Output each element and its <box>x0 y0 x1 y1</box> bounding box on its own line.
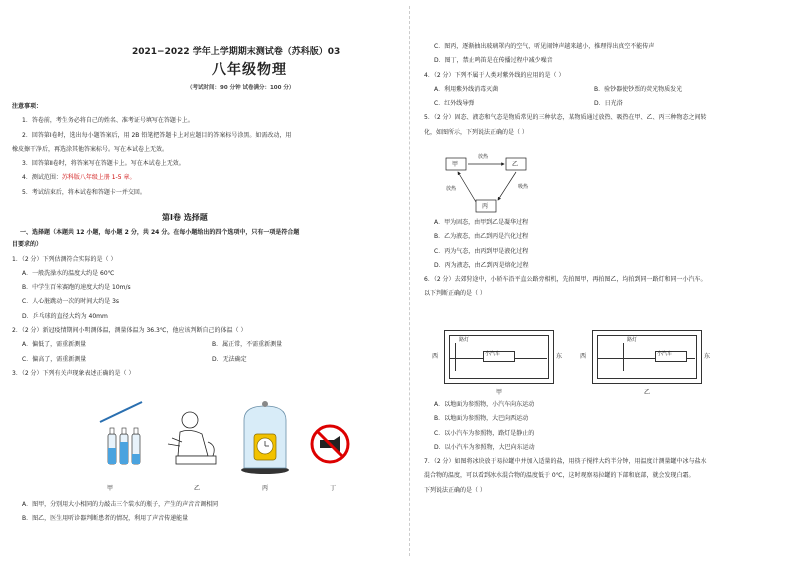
q7-stem-cont-2: 下列说法正确的是（ ） <box>424 486 486 494</box>
edge-label-2: 吸热 <box>518 184 529 190</box>
no-honking-sign-icon <box>312 426 348 462</box>
note-2: 2．回答第Ⅰ卷时，选出每小题答案后，用 2B 铅笔把答题卡上对应题目的答案标号涂黑。如需改动，用 <box>22 131 292 139</box>
q3-option-d: D．图丁，禁止鸣笛是在传播过程中减少噪音 <box>434 57 553 65</box>
q5-stem: 5．（2 分）固态、液态和气态是物质常见的三种状态，某物质通过放热、吸热在甲、乙、丙三种物态之间转 <box>424 114 707 122</box>
west-label-jia: 西 <box>432 353 439 360</box>
exam-page <box>12 6 782 556</box>
q1-stem: 1．（2 分）下列估测符合实际的是（ ） <box>12 255 117 263</box>
q6-option-a: A．以地面为参照物，小汽车向东运动 <box>434 401 535 408</box>
q3-option-b: B．图乙，医生用听诊器判断患者的情况，利用了声音传递能量 <box>22 515 189 523</box>
fig-label-yi: 乙 <box>194 485 201 492</box>
car-label-jia: 小汽车 <box>485 351 501 357</box>
exam-title: 2021−2022 学年上学期期末测试卷（苏科版）03 <box>132 47 341 57</box>
east-label-jia: 东 <box>556 353 563 360</box>
q5-option-b: B．乙为液态，由乙到丙是汽化过程 <box>434 233 529 241</box>
state-diagram <box>444 152 564 216</box>
q3-stem: 3．（2 分）下列有关声现象表述正确的是（ ） <box>12 369 135 377</box>
q2-option-d: D．无法确定 <box>212 355 247 363</box>
q3-figure <box>12 398 394 488</box>
q4-stem: 4．（2 分）下列不属于人类对紫外线的应用的是（ ） <box>424 71 565 79</box>
scope-highlight: 苏科版八年级上册 1-5 章。 <box>61 174 136 182</box>
q6-stem: 6．（2 分）去郊狩途中，小轿车沿平直公路旁相机，先拍图甲，再拍图乙，均拍到同一路灯和同一小汽车。 <box>424 276 707 284</box>
q6-figure <box>424 324 782 388</box>
q2-option-a: A．偏低了，需重新测量 <box>22 341 87 349</box>
note-4-label: 4．测试范围： <box>22 174 62 182</box>
note-3: 3．回答第Ⅱ卷时，将答案写在答题卡上。写在本试卷上无效。 <box>22 160 185 168</box>
q2-option-c: C．偏高了，需重新测量 <box>22 355 87 363</box>
q6-option-b: B．以地面为参照物，大巴向西运动 <box>434 415 529 423</box>
q6-stem-cont: 以下判断正确的是（ ） <box>424 290 486 298</box>
lamp-label-yi: 路灯 <box>627 337 638 343</box>
bottles-illustration <box>100 402 142 464</box>
fig-label-ding: 丁 <box>330 485 337 492</box>
q4-option-d: D．日光浴 <box>594 100 623 108</box>
q4-option-a: A．利用紫外线消毒灭菌 <box>434 85 499 93</box>
q3-option-c: C．图丙，逐渐抽出玻璃罩内的空气，听见闹钟声越来越小，推理得出真空不能传声 <box>434 43 655 50</box>
bell-jar-illustration <box>241 401 289 474</box>
q1-option-c: C．人心脏跳动一次的时间大约是 3s <box>22 298 120 306</box>
column-divider <box>409 6 410 556</box>
q6-option-d: D．以小汽车为参照物，大巴向东运动 <box>434 443 535 451</box>
node-jia: 甲 <box>452 161 459 168</box>
note-5: 5．考试结束后，将本试卷和答题卡一并交回。 <box>22 188 146 196</box>
q6-option-c: C．以小汽车为参照物，路灯是静止的 <box>434 429 535 437</box>
photo-jia <box>444 330 554 384</box>
q2-option-b: B．属正常，不需重新测量 <box>212 341 283 349</box>
part-title: 第Ⅰ卷 选择题 <box>162 213 208 222</box>
q1-option-d: D．乒乓球的直径大约为 40mm <box>22 312 108 320</box>
q1-option-a: A．一般洗澡水的温度大约是 60℃ <box>22 269 115 277</box>
notes-heading: 注意事项： <box>12 103 43 110</box>
q5-stem-cont: 化，如图所示，下列说法正确的是（ ） <box>424 128 528 136</box>
section-intro-cont: 目要求的） <box>12 241 43 249</box>
note-4 <box>12 173 394 182</box>
node-yi: 乙 <box>512 161 519 168</box>
q4-option-c: C．红外线导弹 <box>434 100 475 108</box>
doctor-stethoscope-illustration <box>168 412 216 464</box>
note-1: 1．答卷前，考生务必将自己的姓名、准考证号填写在答题卡上。 <box>22 117 194 125</box>
q2-stem: 2．（2 分）新冠疫情期间小明测体温，测量体温为 36.3℃，他应该判断自己的体温（ ） <box>12 327 247 335</box>
q7-stem: 7．（2 分）如图将冰块放于易拉罐中并加入适量的盐，用筷子搅拌大约半分钟，用温度计测量罐中冰与盐水 <box>424 458 707 466</box>
west-label-yi: 西 <box>580 353 587 360</box>
q5-option-d: D．丙为液态，由乙到丙是熔化过程 <box>434 261 529 269</box>
fig-label-bing: 丙 <box>262 485 269 492</box>
note-2-cont: 橡皮擦干净后，再选涂其他答案标号。写在本试卷上无效。 <box>12 145 169 153</box>
east-label-yi: 东 <box>704 353 711 360</box>
section-intro: 一、选择题（本题共 12 小题，每小题 2 分，共 24 分。在每小题给出的四个选项中，只有一项是符合题 <box>20 229 300 236</box>
q4-option-b: B．验钞器使钞票的荧光物质发光 <box>594 85 683 93</box>
q7-stem-cont-1: 混合物的温度，可以看到冰水混合物的温度低于 0℃，这时观察易拉罐的下部和底部，就会发现白霜。 <box>424 472 695 480</box>
q1-option-b: B．中学生百米赛跑的速度大约是 10m/s <box>22 284 131 292</box>
lamp-label-jia: 路灯 <box>459 337 470 343</box>
car-label-yi: 小汽车 <box>657 351 673 357</box>
fig-label-jia: 甲 <box>107 485 114 492</box>
q6-fig-label-yi: 乙 <box>644 389 651 396</box>
node-bing: 丙 <box>482 203 489 210</box>
q5-option-a: A．甲为固态，由甲到乙是凝华过程 <box>434 219 529 226</box>
q6-fig-label-jia: 甲 <box>496 389 503 396</box>
lamp-post <box>455 343 456 371</box>
subject-title: 八年级物理 <box>212 62 287 78</box>
lamp-post-yi <box>623 343 624 371</box>
edge-label-3: 放热 <box>446 186 457 192</box>
photo-yi <box>592 330 702 384</box>
q3-option-a: A．图甲，分别用大小相同的力敲击三个装水的瓶子，产生的声音音调相同 <box>22 501 219 508</box>
q5-option-c: C．丙为气态，由丙到甲是液化过程 <box>434 247 529 255</box>
state-diagram-arrows <box>444 152 564 216</box>
edge-label-1: 放热 <box>478 154 489 160</box>
exam-info: （考试时间：90 分钟 试卷满分：100 分） <box>187 85 295 91</box>
